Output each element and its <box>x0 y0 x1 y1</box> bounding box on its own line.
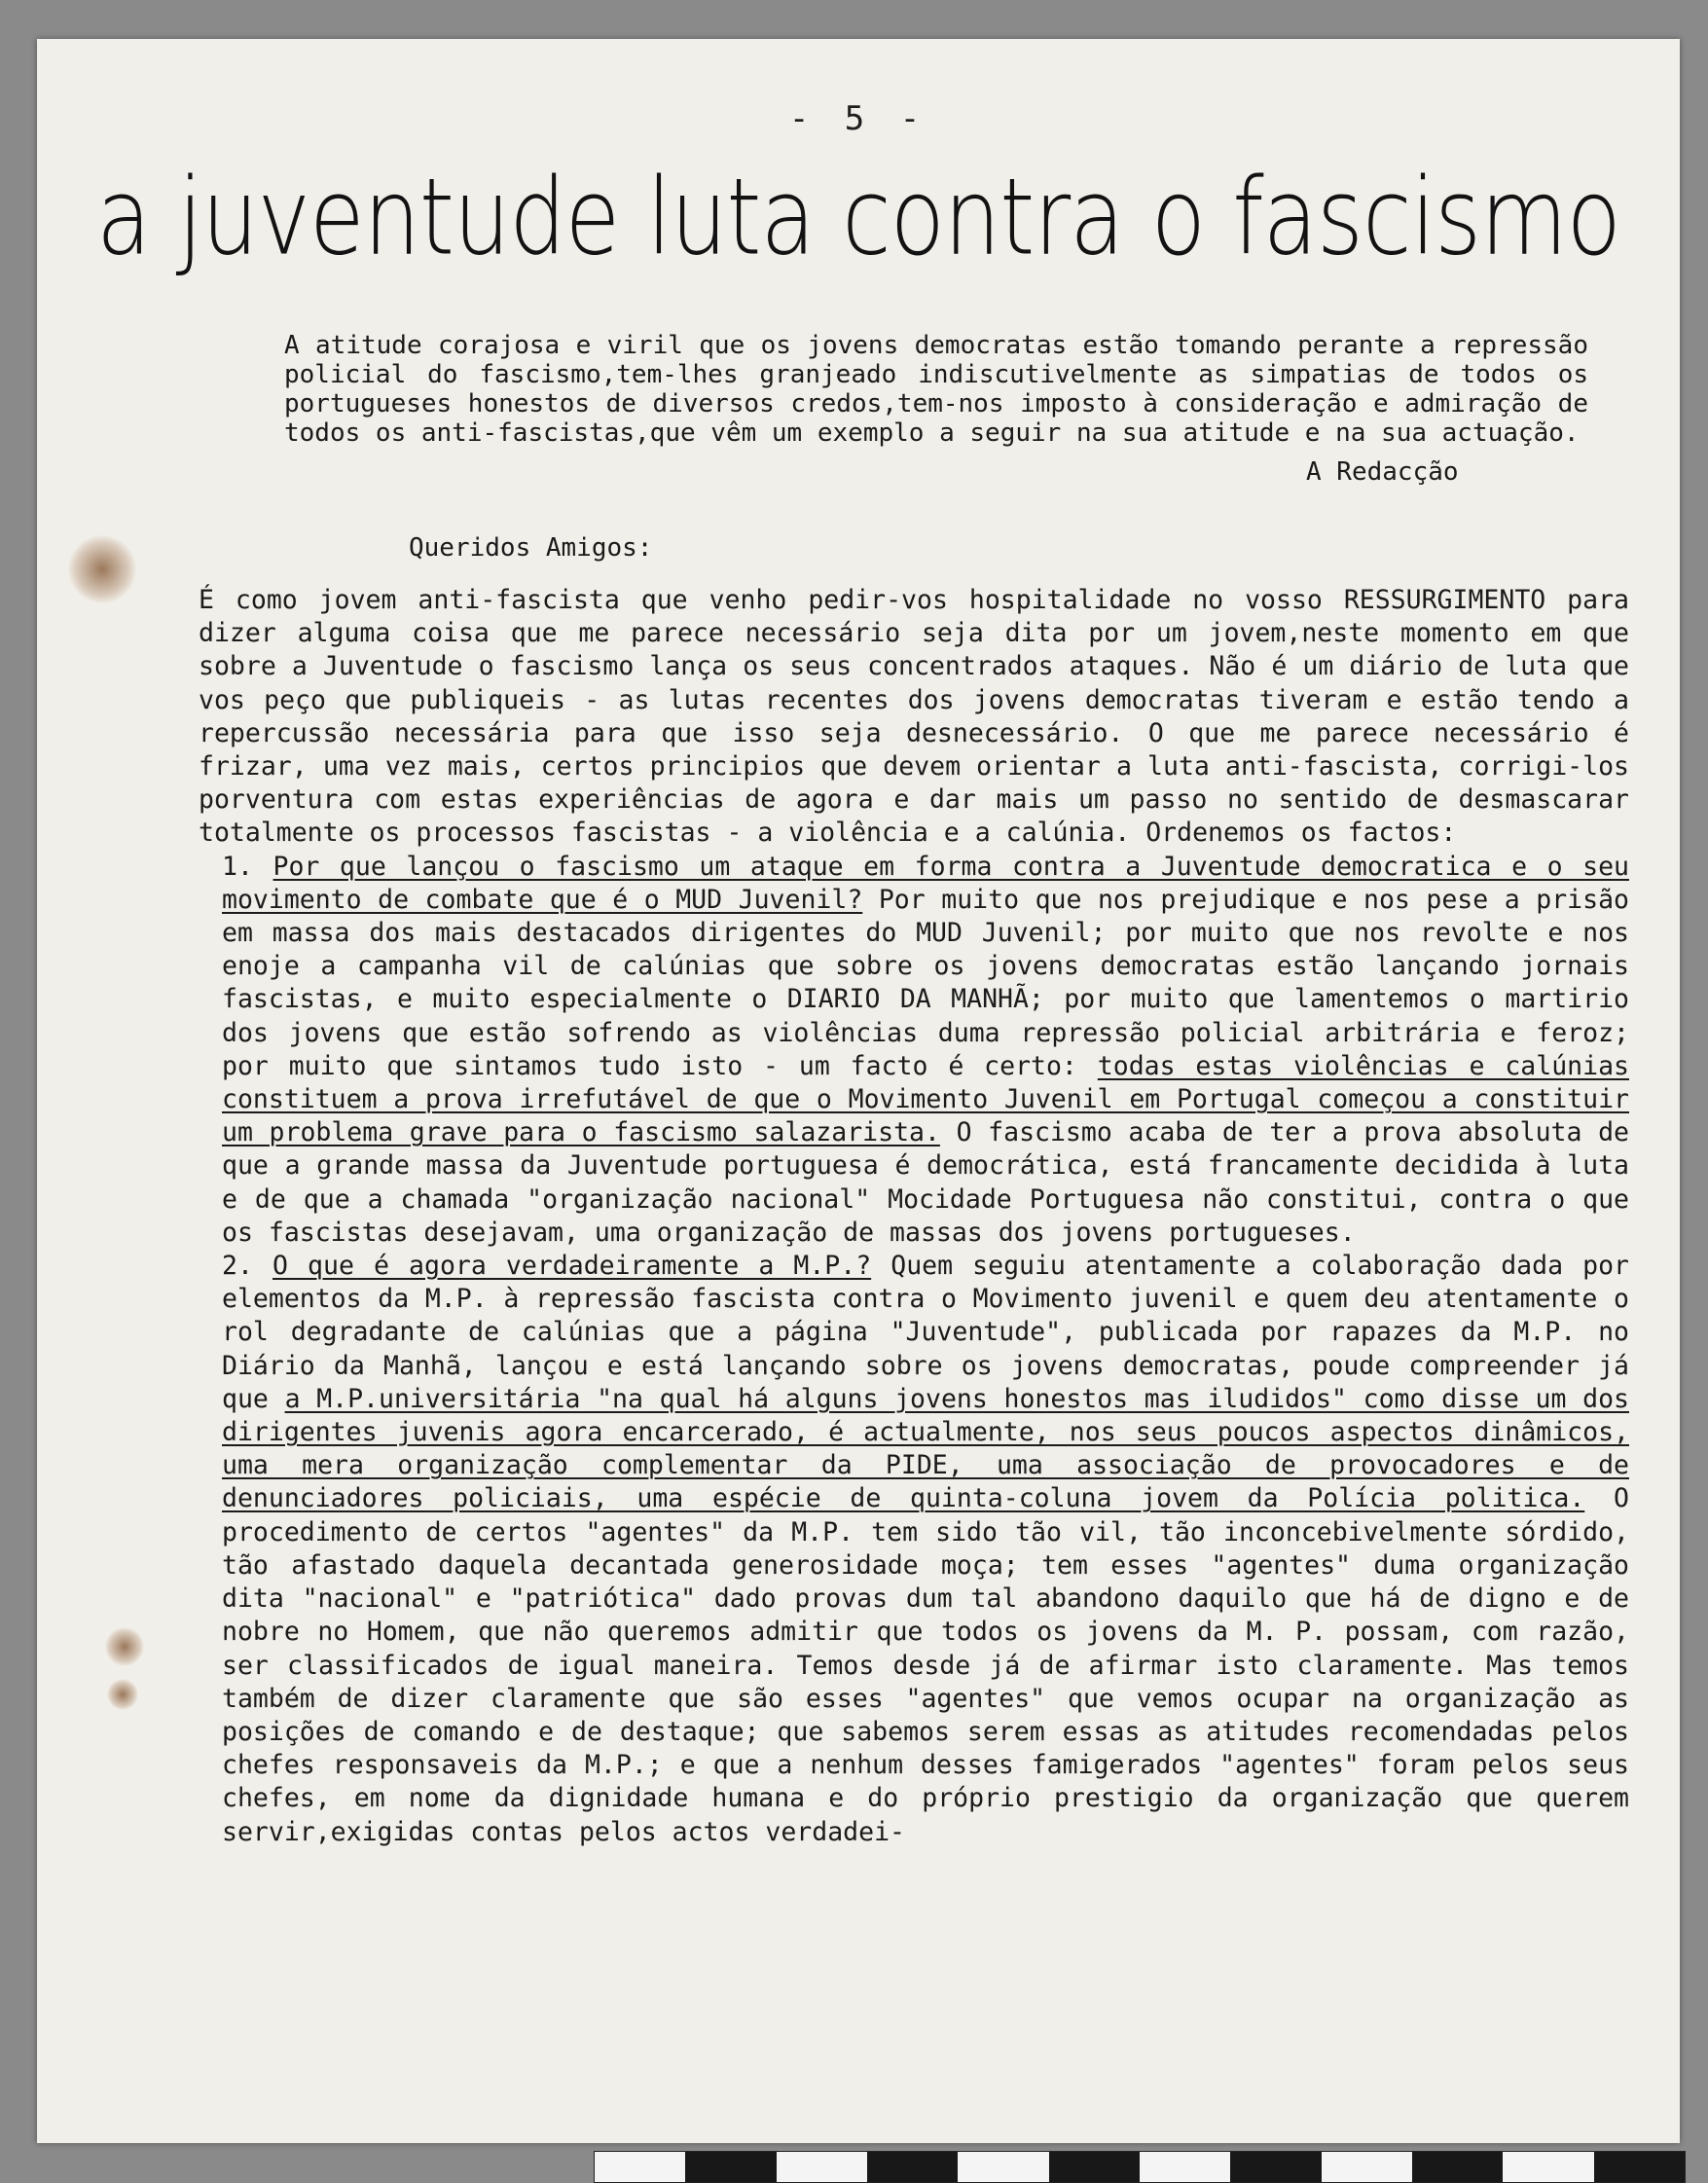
point-question: O que é agora verdadeiramente a M.P.? <box>273 1251 872 1282</box>
point-emphasis: a M.P.universitária "na qual há alguns jovens honestos mas iludidos" como disse um dos dirigentes juvenis agora encarcerado, é actualmente, nos seus poucos aspectos dinâmicos, uma mera organização complementar da PIDE, uma associação de provocadores e de denunciadores policiais, uma espécie de quinta-coluna jovem da Polícia politica. <box>222 1383 1629 1514</box>
document-page <box>37 39 1680 2143</box>
point-emphasis: todas estas violências e calúnias constituem a prova irrefutável de que o Movimento Juvenil em Portugal começou a constituir um problema grave para o fascismo salazarista. <box>222 1050 1629 1148</box>
point-number: 1. <box>222 851 253 882</box>
letter-paragraph-1: É como jovem anti-fascista que venho pedir-vos hospitalidade no vosso RESSURGIMENTO para dizer alguma coisa que me parece necessário seja dita por um jovem,neste momento em que sobre a Juventude o fascismo lança os seus concentrados ataques. Não é um diário de luta que vos peço que publiqueis - as lutas recentes dos jovens democratas tiveram e estão tendo a repercussão necessária para que isso seja desnecessário. O que me parece necessário é frizar, uma vez mais, certos principios que devem orientar a luta anti-fascista, corrigi-los porventura com estas experiências de agora e dar mais um passo no sentido de desmascarar totalmente os processos fascistas - a violência e a calúnia. Ordenemos os factos: <box>199 585 1629 849</box>
letter-body <box>199 584 1629 1849</box>
point-question: Por que lançou o fascismo um ataque em forma contra a Juventude democratica e o seu movimento de combate que é o MUD Juvenil? <box>222 851 1629 915</box>
letter-greeting: Queridos Amigos: <box>409 533 653 563</box>
point-tail: O fascismo acaba de ter a prova absoluta de que a grande massa da Juventude portuguesa é democrática, está francamente decidida à luta e de que a chamada "organização nacional" Mocidade Portuguesa não constitui, contra o que os fascistas desejavam, uma organização de massas dos jovens portugueses. <box>222 1117 1629 1248</box>
page-number: - 5 - <box>788 99 928 138</box>
letter-point-2 <box>199 1250 1629 1849</box>
intro-signature: A Redacção <box>1306 457 1459 487</box>
foxing-stain <box>105 1627 144 1666</box>
foxing-stain <box>107 1679 138 1710</box>
intro-text: A atitude corajosa e viril que os jovens democratas estão tomando perante a repressão policial do fascismo,tem-lhes granjeado indiscutivelmente as simpatias de todos os portugueses honestos de diversos credos,tem-nos imposto à consideração e admiração de todos os anti-fascistas,que vêm um exemplo a seguir na sua atitude e na sua actuação. <box>284 331 1588 448</box>
point-body: Quem seguiu atentamente a colaboração dada por elementos da M.P. à repressão fascista contra o Movimento juvenil e quem deu atentamente o rol degradante de calúnias que a página "Juventude", publicada por rapazes da M.P. no Diário da Manhã, lançou e está lançando sobre os jovens democratas, poude compreender já que <box>222 1251 1629 1414</box>
letter-point-1 <box>199 851 1629 1250</box>
point-tail: O procedimento de certos "agentes" da M.P. tem sido tão vil, tão inconcebivelmente sórdido, tão afastado daquela decantada generosidade moça; tem esses "agentes" duma organização dita "nacional" e "patriótica" dado provas dum tal abandono daquilo que há de digno e de nobre no Homem, que não queremos admitir que todos os jovens da M. P. possam, com razão, ser classificados de igual maneira. Temos desde já de afirmar isto claramente. Mas temos também de dizer claramente que são esses "agentes" que vemos ocupar na organização as posições de comando e de destaque; que sabemos serem essas as atitudes recomendadas pelos chefes responsaveis da M.P.; e que a nenhum desses famigerados "agentes" foram pelos seus chefes, em nome da dignidade humana e do próprio prestigio da organização que querem servir,exigidas contas pelos actos verdadei- <box>222 1483 1629 1847</box>
foxing-stain <box>68 535 136 603</box>
point-number: 2. <box>222 1251 253 1282</box>
scale-ruler <box>594 2151 1686 2183</box>
editorial-intro <box>284 331 1588 487</box>
point-body: Por muito que nos prejudique e nos pese a prisão em massa dos mais destacados dirigentes do MUD Juvenil; por muito que nos revolte e nos enoje a campanha vil de calúnias que sobre os jovens democratas estão lançando jornais fascistas, e muito especialmente o DIARIO DA MANHÃ; por muito que lamentemos o martirio dos jovens que estão sofrendo as violências duma repressão policial arbitrária e feroz; por muito que sintamos tudo isto - um facto é certo: <box>222 884 1629 1081</box>
headline: a juventude luta contra o fascismo <box>96 156 1620 279</box>
